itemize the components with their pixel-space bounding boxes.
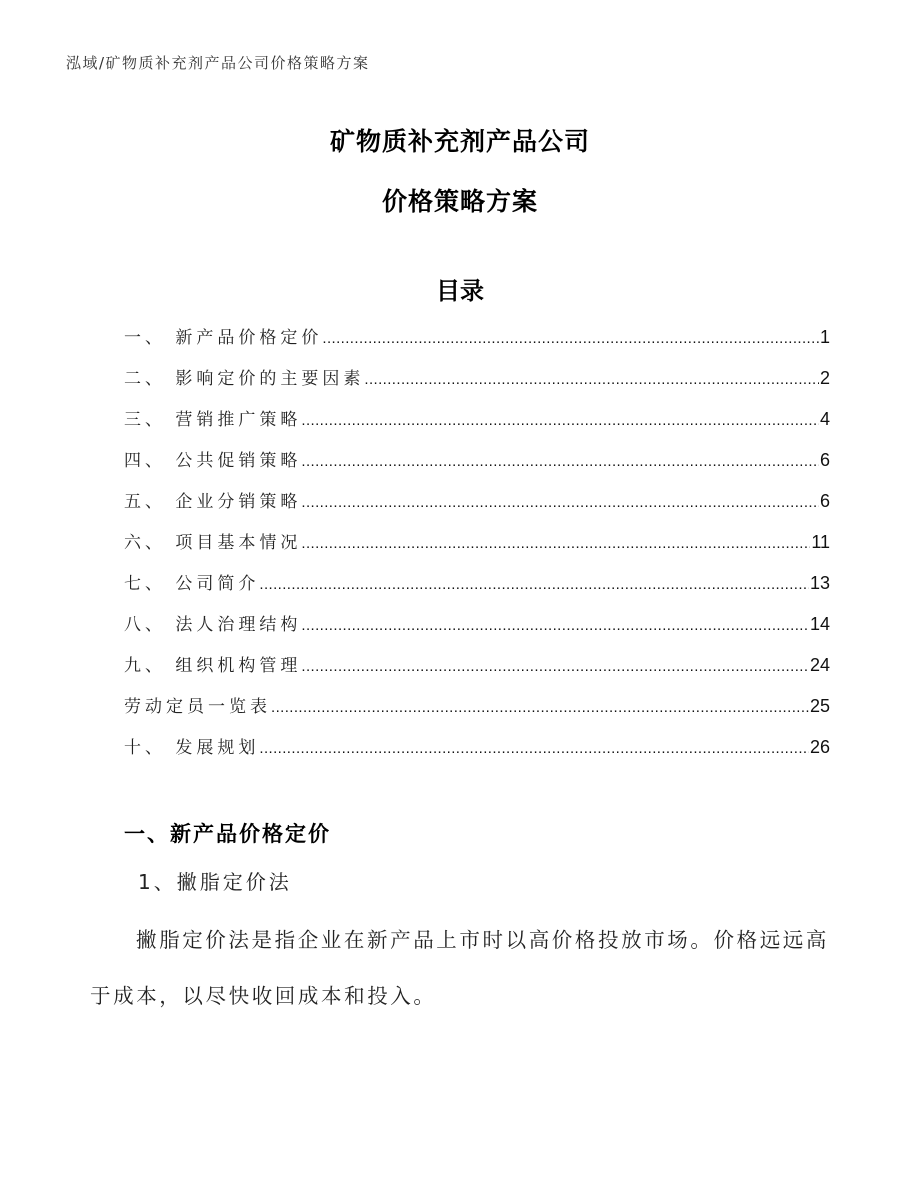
toc-dot-leader — [271, 699, 809, 716]
toc-entry[interactable] — [124, 733, 830, 774]
toc-dot-leader — [301, 658, 809, 675]
toc-entry-label: 八、 法人治理结构 — [124, 615, 302, 635]
document-title-line2: 价格策略方案 — [381, 187, 538, 216]
toc-entry[interactable] — [124, 528, 830, 569]
toc-entry-label: 六、 项目基本情况 — [124, 533, 302, 553]
toc-entry[interactable] — [124, 610, 830, 651]
toc-dot-leader — [301, 494, 819, 511]
toc-page-number: 24 — [809, 655, 830, 675]
toc-title: 目录 — [436, 277, 484, 305]
toc-page-number: 6 — [819, 450, 830, 470]
body-paragraph: 撇脂定价法是指企业在新产品上市时以高价格投放市场。价格远远高于成本，以尽快收回成本和投入。 — [90, 928, 829, 1008]
toc-entry-label: 一、 新产品价格定价 — [124, 328, 323, 348]
toc-entry-label: 三、 营销推广策略 — [124, 410, 302, 430]
toc-dot-leader — [301, 617, 809, 634]
table-of-contents — [124, 323, 830, 774]
toc-entry-label: 九、 组织机构管理 — [124, 656, 302, 676]
toc-entry[interactable] — [124, 651, 830, 692]
section-heading: 一、新产品价格定价 — [124, 822, 331, 846]
toc-dot-leader — [301, 453, 819, 470]
sub-heading: 1、撇脂定价法 — [138, 870, 292, 894]
toc-entry[interactable] — [124, 446, 830, 487]
toc-page-number: 4 — [819, 409, 830, 429]
toc-dot-leader — [301, 412, 819, 429]
running-header: 泓域/矿物质补充剂产品公司价格策略方案 — [66, 54, 370, 72]
toc-page-number: 11 — [811, 532, 830, 552]
toc-page-number: 2 — [819, 368, 830, 388]
toc-dot-leader — [364, 371, 819, 388]
toc-page-number: 26 — [809, 737, 830, 757]
toc-dot-leader — [301, 535, 810, 552]
toc-entry-label: 劳动定员一览表 — [124, 697, 271, 717]
toc-entry-label: 七、 公司简介 — [124, 574, 260, 594]
toc-entry[interactable] — [124, 487, 830, 528]
toc-entry[interactable] — [124, 323, 830, 364]
toc-entry-label: 四、 公共促销策略 — [124, 451, 302, 471]
toc-entry-label: 十、 发展规划 — [124, 738, 260, 758]
toc-page-number: 6 — [819, 491, 830, 511]
toc-page-number: 13 — [809, 573, 830, 593]
toc-entry[interactable] — [124, 405, 830, 446]
toc-entry[interactable] — [124, 569, 830, 610]
toc-page-number: 14 — [809, 614, 830, 634]
document-title-line1: 矿物质补充剂产品公司 — [329, 127, 590, 156]
toc-dot-leader — [259, 576, 809, 593]
toc-page-number: 25 — [809, 696, 830, 716]
toc-dot-leader — [322, 330, 819, 347]
toc-dot-leader — [259, 740, 809, 757]
toc-entry[interactable] — [124, 692, 830, 733]
toc-entry[interactable] — [124, 364, 830, 405]
toc-entry-label: 五、 企业分销策略 — [124, 492, 302, 512]
toc-page-number: 1 — [819, 327, 830, 347]
toc-entry-label: 二、 影响定价的主要因素 — [124, 369, 365, 389]
